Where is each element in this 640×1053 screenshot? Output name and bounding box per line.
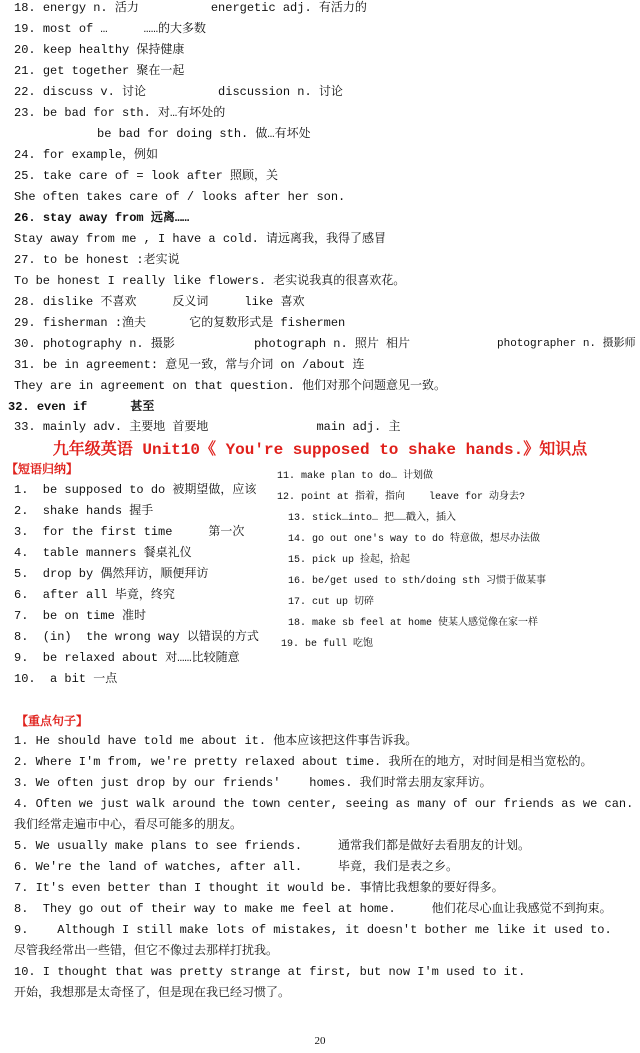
unit-heading: 九年级英语 Unit10《 You're supposed to shake hands.》知识点 — [52, 441, 588, 459]
vocab-line-29 — [14, 315, 345, 331]
item-text: Stay away from me , I have a cold. 请远离我，我得了感冒 — [14, 232, 387, 246]
phrases-section-title: 【短语归纳】 — [6, 462, 79, 476]
vocab-line-32 — [8, 399, 154, 415]
vocab-line-20 — [14, 42, 184, 58]
item-number: 23. — [14, 106, 36, 120]
item-number: 20. — [14, 43, 36, 57]
vocab-line-18 — [14, 0, 367, 16]
phrase-item: 6. after all 毕竟，终究 — [14, 588, 175, 602]
sentence-line: 8. They go out of their way to make me feel at home. 他们花尽心血让我感觉不到拘束。 — [14, 902, 612, 916]
item-text: be bad for sth. 对…有坏处的 — [42, 106, 226, 120]
sentence-line: 5. We usually make plans to see friends. 通常我们都是做好去看朋友的计划。 — [14, 839, 531, 853]
phrase-item: 13. stick…into… 把……戳入，插入 — [288, 513, 457, 524]
vocab-line-33 — [14, 419, 400, 435]
item-text: most of … ……的大多数 — [42, 22, 207, 36]
item-text: discuss v. 讨论 discussion n. 讨论 — [42, 85, 343, 99]
sentence-line: 2. Where I'm from, we're pretty relaxed about time. 我所在的地方，对时间是相当宽松的。 — [14, 755, 593, 769]
vocab-line-27 — [14, 252, 180, 268]
phrase-item: 11. make plan to do… 计划做 — [277, 471, 434, 482]
item-number: 26. — [14, 211, 36, 225]
item-number: 28. — [14, 295, 36, 309]
item-number: 22. — [14, 85, 36, 99]
item-text: photography n. 摄影 photograph n. 照片 相片 — [42, 337, 411, 351]
phrase-item: 17. cut up 切碎 — [288, 597, 375, 608]
item-number: 19. — [14, 22, 36, 36]
item-text: mainly adv. 主要地 首要地 main adj. 主 — [42, 420, 401, 434]
vocab-line-23 — [14, 105, 225, 121]
vocab-line-30 — [14, 336, 410, 352]
item-text: be in agreement: 意见一致，常与介词 on /about 连 — [42, 358, 365, 372]
phrase-item: 12. point at 指着，指向 leave for 动身去? — [277, 492, 526, 503]
item-number: 24. — [14, 148, 36, 162]
item-number: 30. — [14, 337, 36, 351]
sentence-line: 1. He should have told me about it. 他本应该把这件事告诉我。 — [14, 734, 418, 748]
item-text: She often takes care of / looks after her son. — [14, 190, 346, 204]
phrase-item: 1. be supposed to do 被期望做，应该 — [14, 483, 257, 497]
vocab-line-22 — [14, 84, 343, 100]
phrase-item: 3. for the first time 第一次 — [14, 525, 245, 539]
sentence-line: 4. Often we just walk around the town center, seeing as many of our friends as we can. — [14, 797, 634, 811]
item-number: 25. — [14, 169, 36, 183]
item-text: to be honest :老实说 — [42, 253, 180, 267]
vocab-line-27-example — [14, 273, 405, 289]
sentence-translation: 尽管我经常出一些错，但它不像过去那样打扰我。 — [14, 944, 279, 958]
page-number: 20 — [314, 1035, 326, 1047]
phrase-item: 8. (in) the wrong way 以错误的方式 — [14, 630, 259, 644]
phrase-item: 7. be on time 准时 — [14, 609, 147, 623]
vocab-line-25-example — [14, 189, 345, 205]
item-number: 27. — [14, 253, 36, 267]
item-text: get together 聚在一起 — [42, 64, 185, 78]
item-text: even if 甚至 — [36, 400, 155, 414]
vocab-line-19 — [14, 21, 206, 37]
sentence-translation: 开始，我想那是太奇怪了，但是现在我已经习惯了。 — [14, 986, 291, 1000]
phrase-item: 14. go out one's way to do 特意做，想尽办法做 — [288, 534, 541, 545]
sentence-line: 3. We often just drop by our friends' homes. 我们时常去朋友家拜访。 — [14, 776, 492, 790]
phrase-item: 18. make sb feel at home 使某人感觉像在家一样 — [288, 618, 539, 629]
phrase-item: 9. be relaxed about 对……比较随意 — [14, 651, 240, 665]
phrase-item: 19. be full 吃饱 — [281, 639, 374, 650]
item-text: be bad for doing sth. 做…有坏处 — [97, 127, 311, 141]
item-number: 33. — [14, 420, 36, 434]
item-text: fisherman :渔夫 它的复数形式是 fishermen — [42, 316, 346, 330]
phrase-item: 4. table manners 餐桌礼仪 — [14, 546, 192, 560]
vocab-line-23b — [97, 126, 311, 142]
phrase-item: 16. be/get used to sth/doing sth 习惯于做某事 — [288, 576, 547, 587]
vocab-line-26 — [14, 210, 189, 226]
vocab-line-31-example — [14, 378, 446, 394]
sentences-section-title: 【重点句子】 — [16, 714, 89, 728]
item-text: energy n. 活力 energetic adj. 有活力的 — [42, 1, 367, 15]
item-number: 18. — [14, 1, 36, 15]
item-text: for example，例如 — [42, 148, 159, 162]
vocab-line-28 — [14, 294, 304, 310]
vocab-line-31 — [14, 357, 364, 373]
item-text: They are in agreement on that question. 他们对那个问题意见一致。 — [14, 379, 447, 393]
vocab-line-25 — [14, 168, 278, 184]
vocab-line-21 — [14, 63, 184, 79]
item-text: take care of = look after 照顾，关 — [42, 169, 279, 183]
sentence-line: 10. I thought that was pretty strange at first, but now I'm used to it. — [14, 965, 526, 979]
vocab-line-30-photographer — [497, 336, 636, 352]
item-number: 29. — [14, 316, 36, 330]
item-number: 32. — [8, 400, 30, 414]
phrase-item: 10. a bit 一点 — [14, 672, 118, 686]
item-text: dislike 不喜欢 反义词 like 喜欢 — [42, 295, 305, 309]
item-number: 21. — [14, 64, 36, 78]
item-text: To be honest I really like flowers. 老实说我真的很喜欢花。 — [14, 274, 406, 288]
vocab-line-26-example — [14, 231, 386, 247]
sentence-translation: 我们经常走遍市中心，看尽可能多的朋友。 — [14, 818, 243, 832]
phrase-item: 15. pick up 捡起，拾起 — [288, 555, 411, 566]
sentence-line: 7. It's even better than I thought it would be. 事情比我想象的要好得多。 — [14, 881, 504, 895]
phrase-item: 5. drop by 偶然拜访，顺便拜访 — [14, 567, 209, 581]
item-number: 31. — [14, 358, 36, 372]
sentence-line: 6. We're the land of watches, after all. 毕竟，我们是表之乡。 — [14, 860, 459, 874]
item-text: keep healthy 保持健康 — [42, 43, 185, 57]
item-text: stay away from 远离…… — [42, 211, 190, 225]
sentence-line: 9. Although I still make lots of mistakes, it doesn't bother me like it used to. — [14, 923, 612, 937]
item-text: photographer n. 摄影师 — [497, 338, 636, 350]
vocab-line-24 — [14, 147, 158, 163]
phrase-item: 2. shake hands 握手 — [14, 504, 154, 518]
